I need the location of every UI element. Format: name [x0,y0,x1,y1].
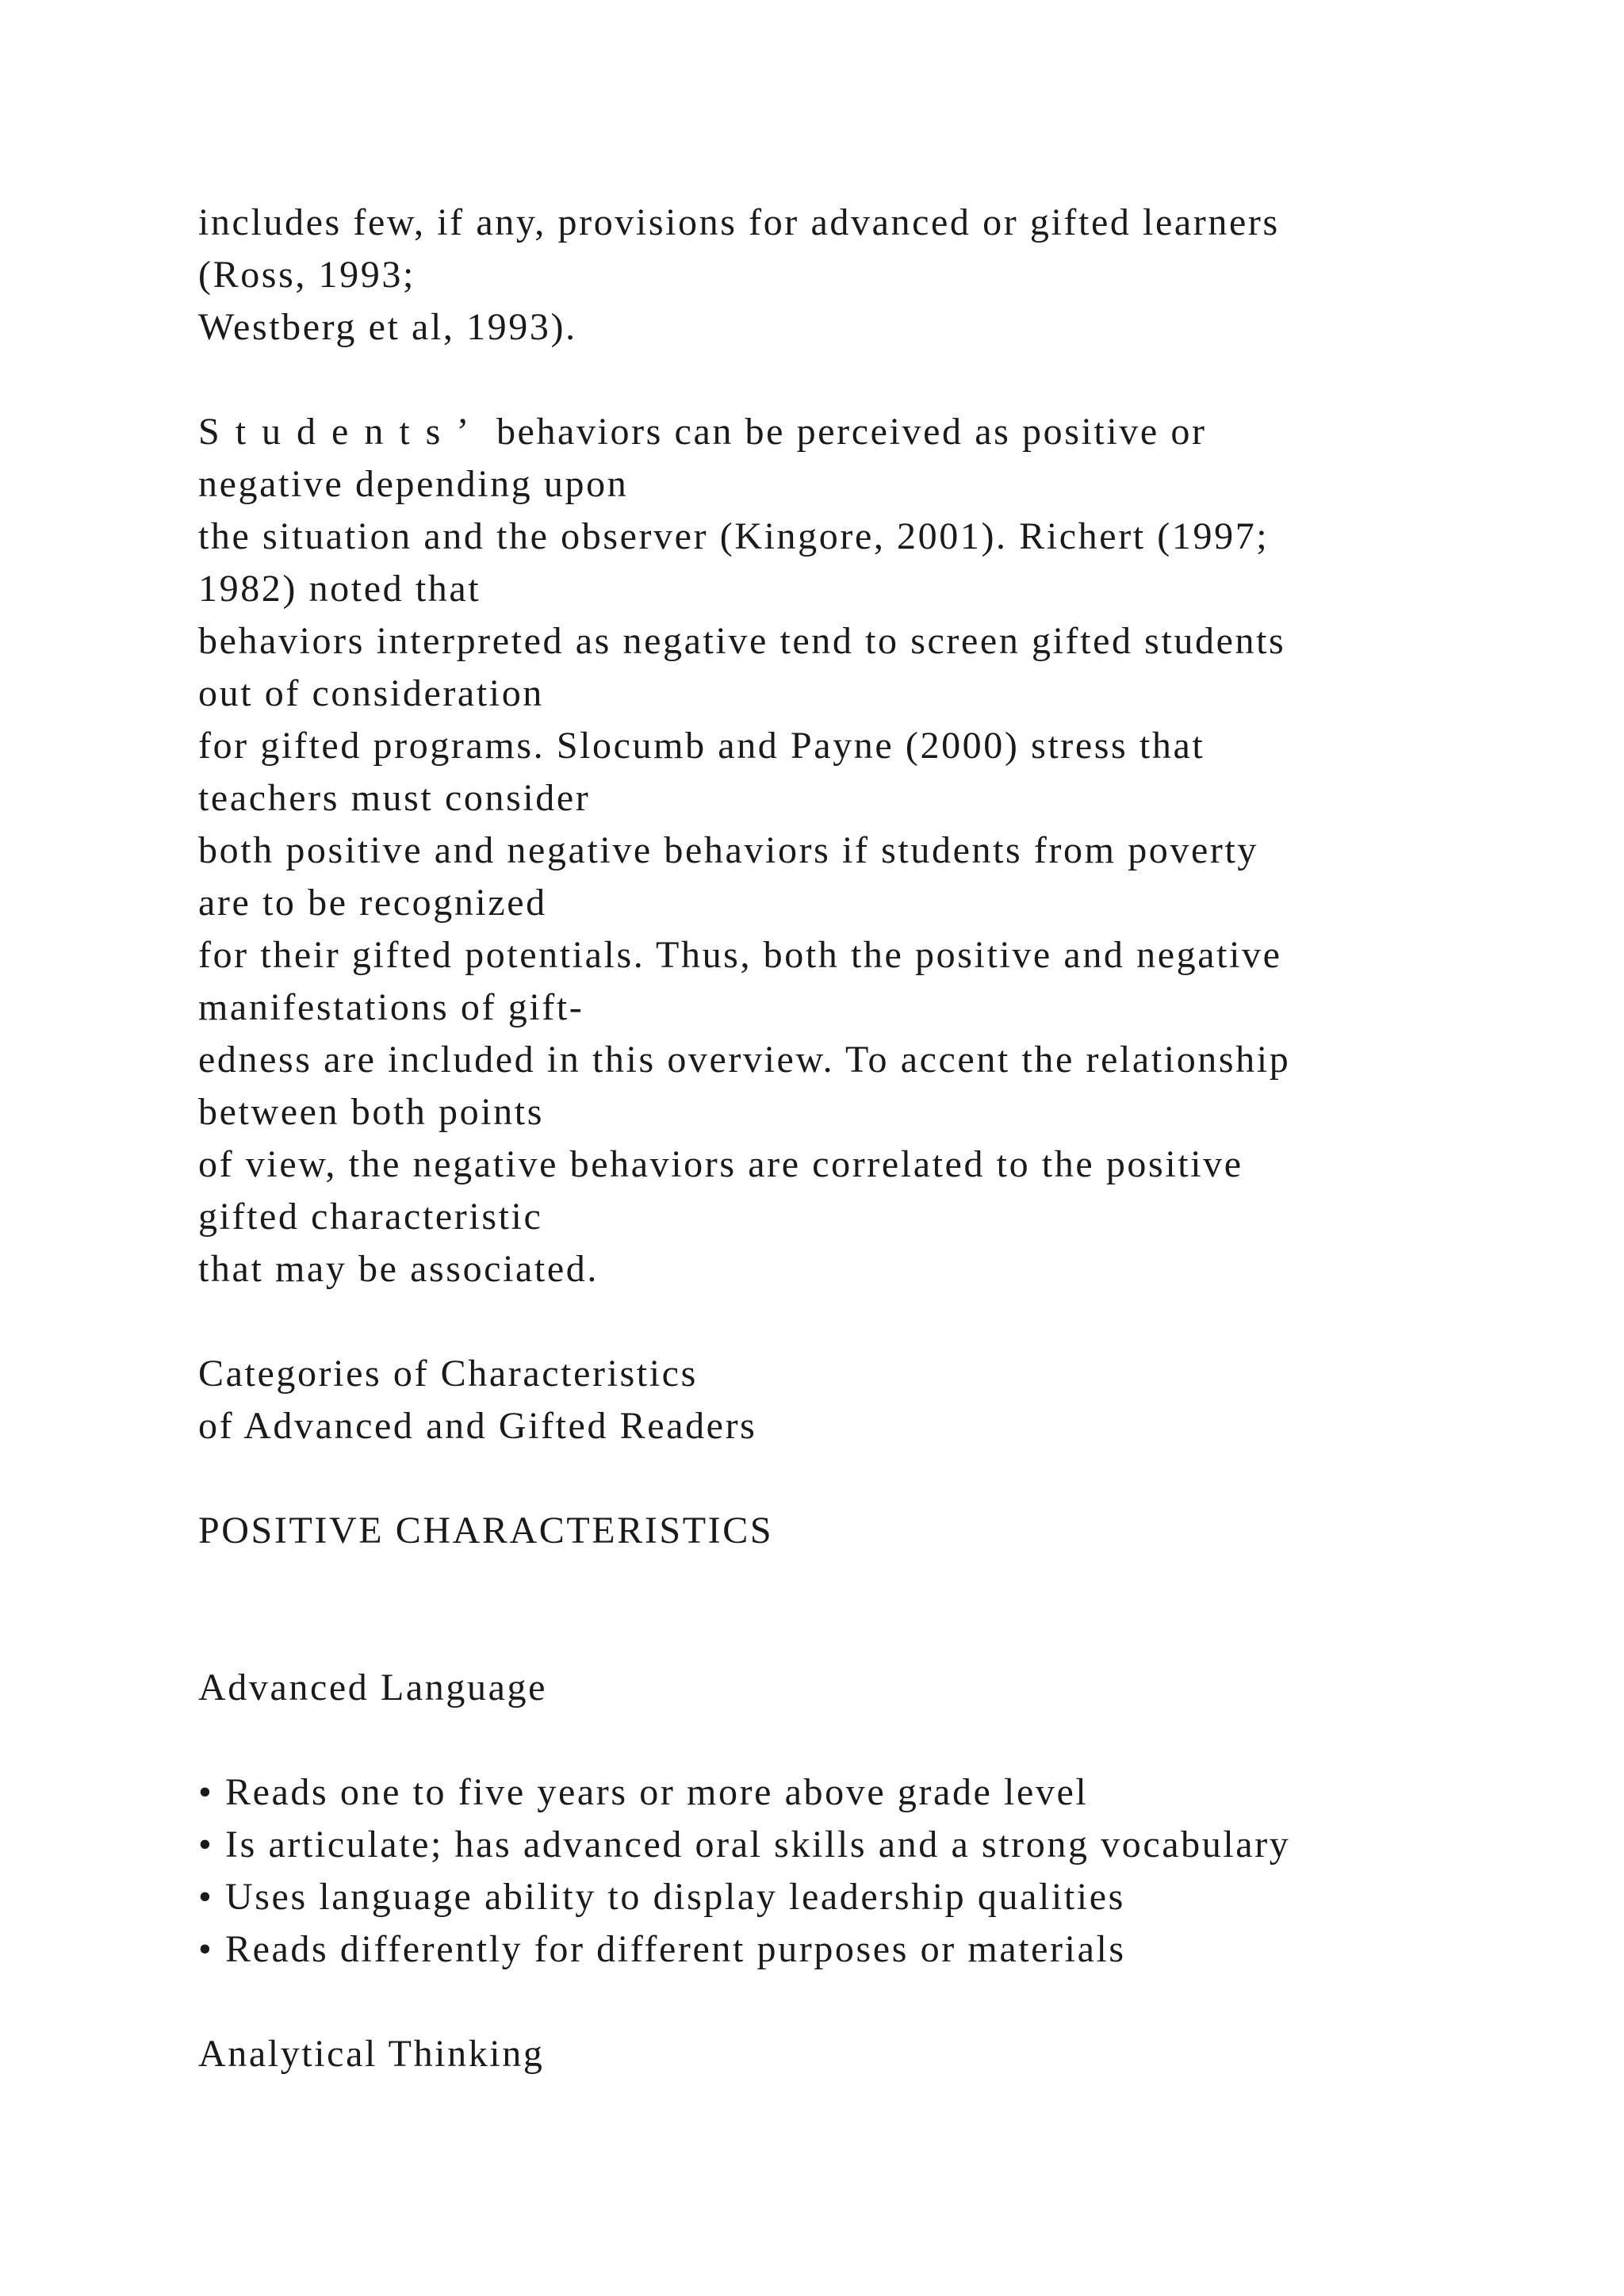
paragraph-break [198,1714,1546,1766]
categories-heading-line: of Advanced and Gifted Readers [198,1405,757,1447]
paragraph-first-line-rest: behaviors can be perceived as positive or [485,411,1207,453]
intro-line: includes few, if any, provisions for advanced or gifted learners [198,201,1280,243]
paragraph-first-line [198,406,1546,458]
paragraph-line: that may be associated. [198,1248,599,1290]
paragraph-line: of view, the negative behaviors are correlated to the positive [198,1143,1243,1185]
paragraph-line: for gifted programs. Slocumb and Payne (2000) stress that [198,725,1205,767]
paragraph-line: manifestations of gift- [198,986,584,1028]
analytical-thinking-heading: Analytical Thinking [198,2033,545,2075]
paragraph-line: between both points [198,1091,545,1133]
paragraph-line: both positive and negative behaviors if students from poverty [198,829,1259,871]
paragraph-break [198,1976,1546,2028]
section-gap [198,1557,1546,1662]
paragraph-break [198,354,1546,406]
paragraph-line: for their gifted potentials. Thus, both the positive and negative [198,934,1282,976]
paragraph-line: teachers must consider [198,777,591,819]
paragraph-line: the situation and the observer (Kingore, 2001). Richert (1997; [198,515,1270,557]
bullet-item: • Is articulate; has advanced oral skills and a strong vocabulary [198,1823,1291,1866]
bullet-item: • Reads differently for different purposes or materials [198,1928,1126,1970]
paragraph-line: behaviors interpreted as negative tend to screen gifted students [198,620,1286,662]
paragraph-line: out of consideration [198,672,544,714]
paragraph-line: gifted characteristic [198,1196,543,1238]
intro-line: Westberg et al, 1993). [198,306,577,348]
positive-characteristics-heading: POSITIVE CHARACTERISTICS [198,1510,774,1552]
bullet-item: • Uses language ability to display leadership qualities [198,1876,1125,1918]
students-word: Students’ [198,411,485,453]
paragraph-break [198,1452,1546,1505]
intro-line: (Ross, 1993; [198,254,416,296]
paragraph-line: are to be recognized [198,882,547,924]
paragraph-break [198,1295,1546,1348]
bullet-item: • Reads one to five years or more above grade level [198,1771,1089,1813]
paragraph-line: edness are included in this overview. To accent the relationship [198,1039,1291,1081]
paragraph-line: 1982) noted that [198,568,481,610]
document-body [198,197,1546,2080]
advanced-language-heading: Advanced Language [198,1667,548,1709]
paragraph-line: negative depending upon [198,463,629,505]
categories-heading-line: Categories of Characteristics [198,1353,698,1395]
